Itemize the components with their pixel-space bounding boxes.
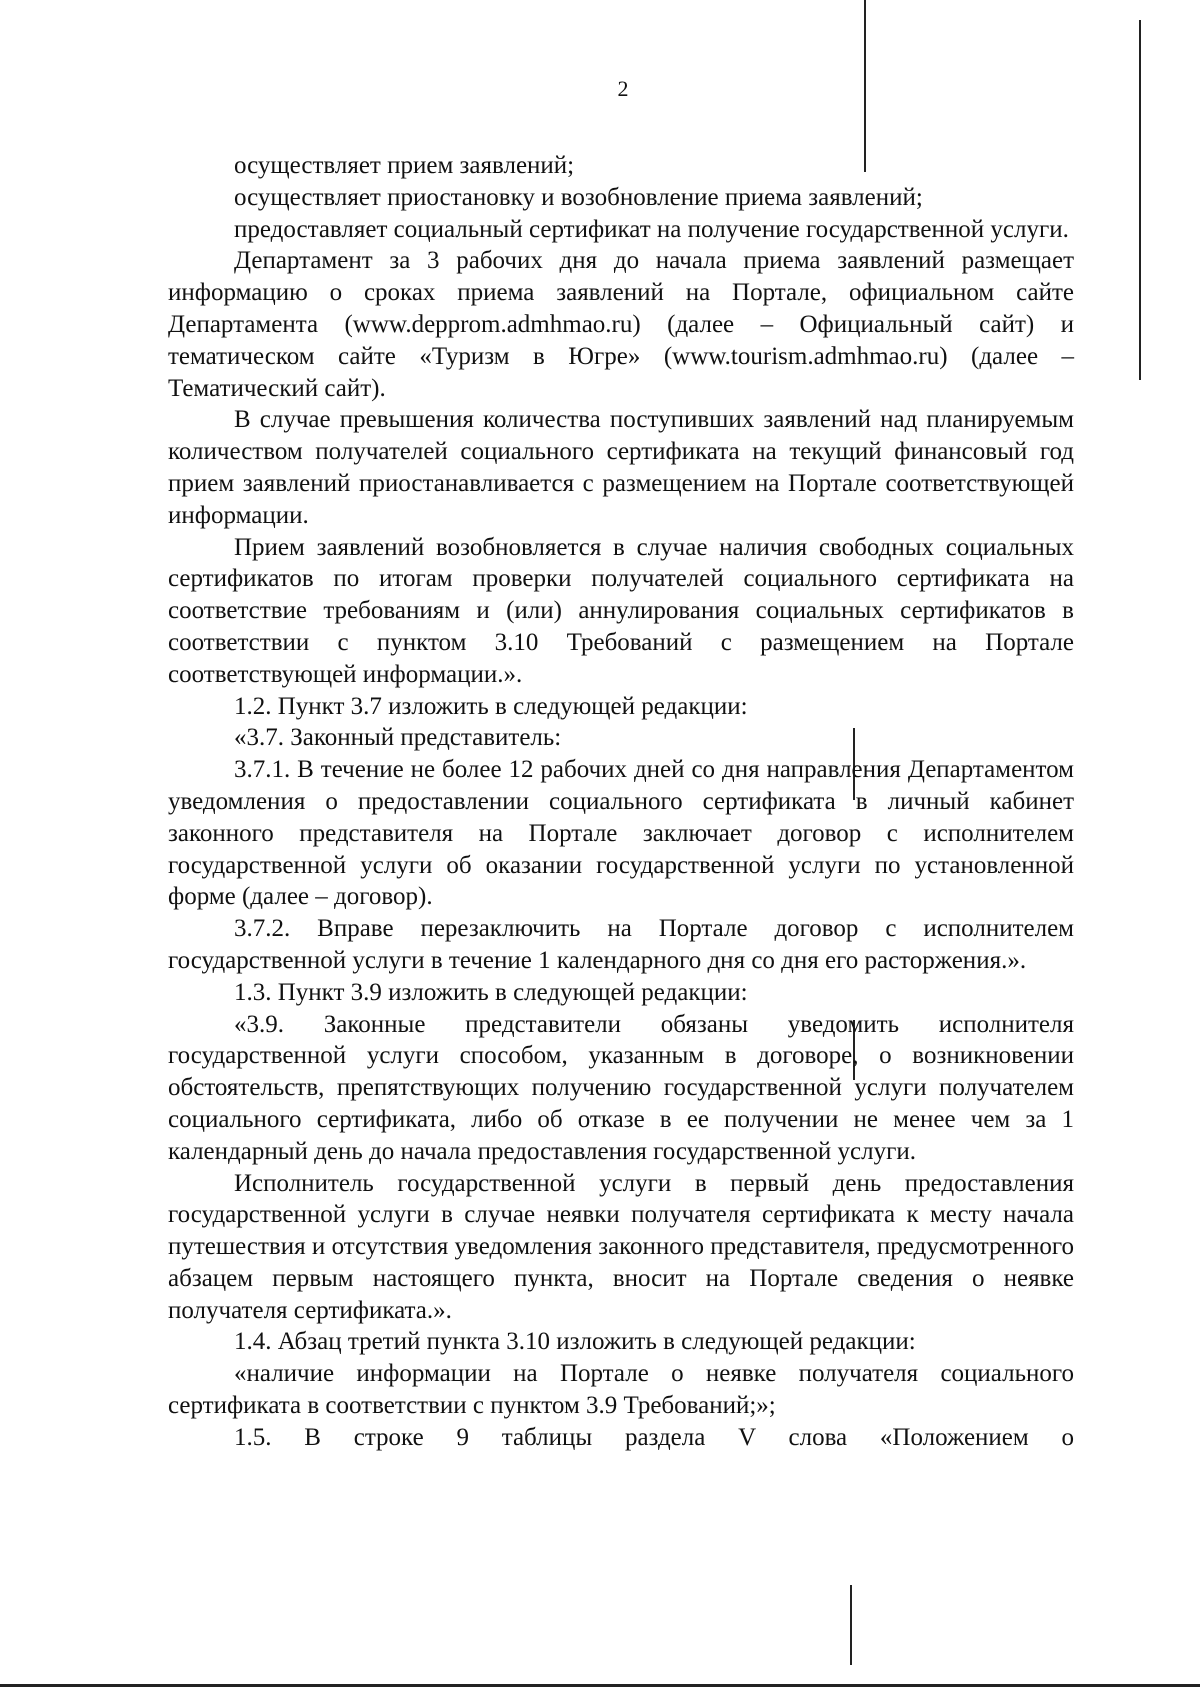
- paragraph: 3.7.1. В течение не более 12 рабочих дней со дня направления Департаментом уведомления о предоставлении социального сертификата в личный кабинет законного представителя на Портале заключает договор с исполнителем государственной услуги об оказании государственной услуги по установленной форме (далее – договор).: [168, 756, 1074, 911]
- paragraph: 1.5. В строке 9 таблицы раздела V слова «Положением о: [234, 1423, 1074, 1451]
- paragraph: 1.4. Абзац третий пункта 3.10 изложить в следующей редакции:: [234, 1328, 916, 1356]
- paragraph: Исполнитель государственной услуги в первый день предоставления государственной услуги в случае неявки получателя сертификата к месту начала путешествия и отсутствия уведомления законного представителя, предусмотренного абзацем первым настоящего пункта, вносит на Портале сведения о неявке получателя сертификата.».: [168, 1169, 1074, 1324]
- scan-artifact-line: [850, 1585, 852, 1665]
- paragraph: «наличие информации на Портале о неявке получателя социального сертификата в соответствии с пунктом 3.9 Требований;»;: [168, 1360, 1074, 1420]
- paragraph: предоставляет социальный сертификат на получение государственной услуги.: [234, 215, 1069, 243]
- paragraph: 1.2. Пункт 3.7 изложить в следующей редакции:: [234, 692, 748, 720]
- paragraph: Департамент за 3 рабочих дня до начала приема заявлений размещает информацию о сроках приема заявлений на Портале, официальном сайте Департамента (www.depprom.admhmao.ru) (далее – Официальный сайт) и тематическом сайте «Туризм в Югре» (www.tourism.admhmao.ru) (далее – Тематический сайт).: [168, 247, 1074, 402]
- paragraph: 3.7.2. Вправе перезаключить на Портале договор с исполнителем государственной услуги в течение 1 календарного дня со дня его расторжения.».: [168, 915, 1074, 974]
- scan-artifact-line: [1139, 20, 1141, 380]
- paragraph: «3.7. Законный представитель:: [234, 724, 562, 752]
- paragraph: Прием заявлений возобновляется в случае наличия свободных социальных сертификатов по итогам проверки получателей социального сертификата на соответствие требованиям и (или) аннулирования социальных сертификатов в соответствии с пунктом 3.10 Требований с размещением на Портале соответствующей информации.».: [168, 533, 1074, 688]
- paragraph: «3.9. Законные представители обязаны уведомить исполнителя государственной услуги способом, указанным в договоре, о возникновении обстоятельств, препятствующих получению государственной услуги получателем социального сертификата, либо об отказе в ее получении не менее чем за 1 календарный день до начала предоставления государственной услуги.: [168, 1010, 1074, 1165]
- page-number: 2: [617, 76, 629, 101]
- paragraph: В случае превышения количества поступивших заявлений над планируемым количеством получателей социального сертификата на текущий финансовый год прием заявлений приостанавливается с размещением на Портале соответствующей информации.: [168, 406, 1074, 529]
- paragraph: осуществляет прием заявлений;: [234, 152, 575, 179]
- paragraph: осуществляет приостановку и возобновление приема заявлений;: [234, 183, 923, 211]
- document-body: [168, 150, 1074, 1454]
- paragraph: 1.3. Пункт 3.9 изложить в следующей редакции:: [234, 978, 748, 1006]
